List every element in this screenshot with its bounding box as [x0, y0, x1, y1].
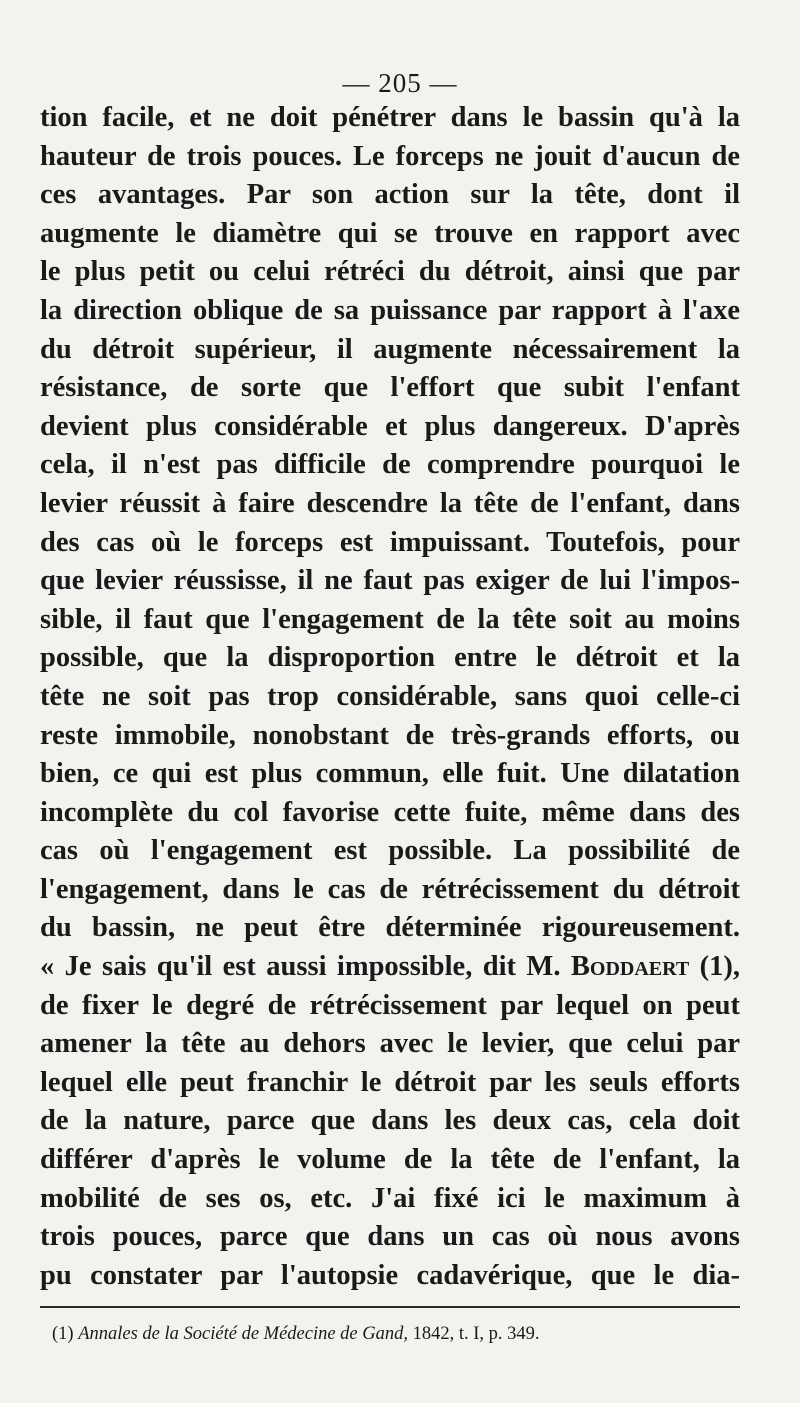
text-line: mobilité de ses os, etc. J'ai fixé ici le maximum à: [40, 1182, 740, 1214]
text-line: cela, il n'est pas difficile de comprendre pourquoi le: [40, 449, 740, 481]
text-line: amener la tête au dehors avec le levier, que celui par: [40, 1028, 740, 1060]
body-text: [40, 99, 740, 1295]
text-line: pu constater par l'autopsie cadavérique, que le dia-: [40, 1259, 740, 1291]
quote-line: [40, 948, 740, 987]
text-line: que levier réussisse, il ne faut pas exiger de lui l'impos-: [40, 565, 740, 597]
text-line: tion facile, et ne doit pénétrer dans le bassin qu'à la: [40, 102, 740, 133]
quote-text: « Je sais qu'il est aussi impossible, dit M.: [40, 951, 571, 983]
text-line: résistance, de sorte que l'effort que subit l'enfant: [40, 372, 740, 404]
text-line: bien, ce qui est plus commun, elle fuit. Une dilatation: [40, 758, 740, 790]
text-line: trois pouces, parce que dans un cas où nous avons: [40, 1221, 740, 1253]
text-line: augmente le diamètre qui se trouve en rapport avec: [40, 217, 740, 249]
text-line: reste immobile, nonobstant de très-grands efforts, ou: [40, 719, 740, 751]
footnote-marker: (1): [52, 1324, 74, 1344]
footnote-reference: (1),: [689, 951, 740, 983]
footnote-divider: [40, 1306, 740, 1308]
text-line: tête ne soit pas trop considérable, sans quoi celle-ci: [40, 680, 740, 712]
text-line: ces avantages. Par son action sur la tête, dont il: [40, 179, 740, 211]
text-line: différer d'après le volume de la tête de l'enfant, la: [40, 1144, 740, 1176]
text-line: du bassin, ne peut être déterminée rigoureusement.: [40, 912, 740, 944]
text-line: incomplète du col favorise cette fuite, même dans des: [40, 796, 740, 828]
author-name: Boddaert: [570, 951, 690, 983]
text-line: hauteur de trois pouces. Le forceps ne jouit d'aucun de: [40, 140, 740, 172]
text-line: du détroit supérieur, il augmente nécessairement la: [40, 333, 740, 365]
text-line: sible, il faut que l'engagement de la tête soit au moins: [40, 603, 740, 635]
footnote-source: Annales de la Société de Médecine de Gand,: [78, 1324, 408, 1344]
text-line: la direction oblique de sa puissance par rapport à l'axe: [40, 294, 740, 326]
text-line: de fixer le degré de rétrécissement par lequel on peut: [40, 989, 740, 1021]
text-line: de la nature, parce que dans les deux cas, cela doit: [40, 1105, 740, 1137]
text-line: le plus petit ou celui rétréci du détroit, ainsi que par: [40, 256, 740, 288]
footnote-details: 1842, t. I, p. 349.: [412, 1324, 540, 1344]
text-line: l'engagement, dans le cas de rétrécissement du détroit: [40, 873, 740, 905]
text-line: lequel elle peut franchir le détroit par les seuls efforts: [40, 1066, 740, 1098]
text-line: levier réussit à faire descendre la tête de l'enfant, dans: [40, 487, 740, 519]
text-line: devient plus considérable et plus dangereux. D'après: [40, 410, 740, 442]
text-line: possible, que la disproportion entre le détroit et la: [40, 642, 740, 674]
text-line: cas où l'engagement est possible. La possibilité de: [40, 835, 740, 867]
page-number: — 205 —: [342, 68, 458, 98]
text-line: des cas où le forceps est impuissant. Toutefois, pour: [40, 526, 740, 558]
footnote: [52, 1322, 742, 1346]
